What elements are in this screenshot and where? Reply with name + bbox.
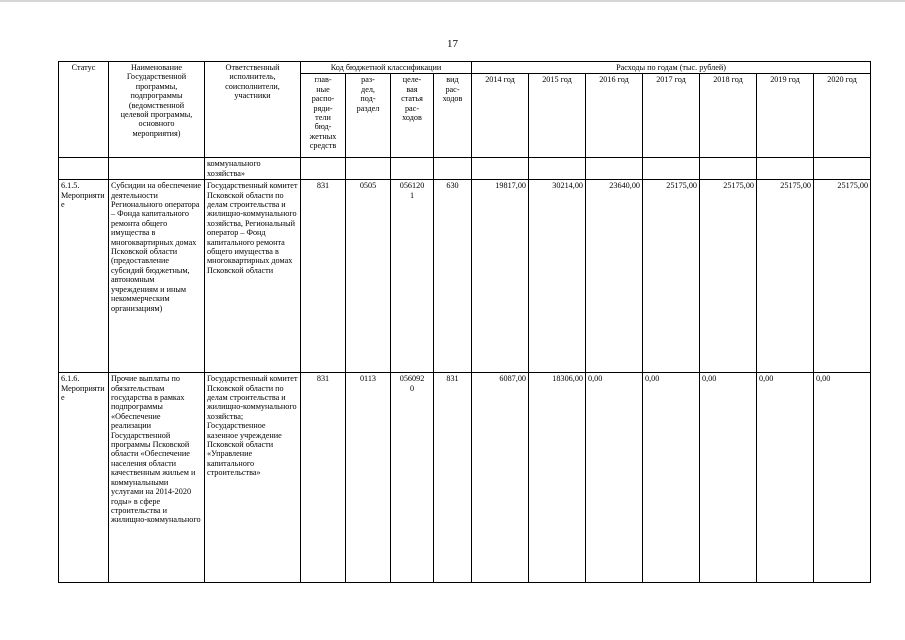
row-value: 30214,00 — [529, 180, 586, 373]
scan-edge — [0, 0, 905, 2]
row-value: 0,00 — [757, 373, 814, 583]
header-year: 2016 год — [586, 74, 643, 158]
header-rzpr: раз- дел, под- раздел — [346, 74, 391, 158]
header-row-1 — [59, 62, 871, 74]
row-value: 25175,00 — [814, 180, 871, 373]
header-grbs: глав- ные распо- ряди- тели бюд- жетных средств — [301, 74, 346, 158]
row-name: Субсидии на обеспечение деятельности Регионального оператора – Фонда капитального ремонта общего имущества в многоквартирных домах Псковской области (предоставление субсидий бюджетным, автономным учреждениям и иным некоммерческим организациям) — [109, 180, 205, 373]
header-year: 2018 год — [700, 74, 757, 158]
row-value: 0,00 — [586, 373, 643, 583]
row-value: 18306,00 — [529, 373, 586, 583]
header-year: 2019 год — [757, 74, 814, 158]
row-value: 23640,00 — [586, 180, 643, 373]
row-value: 25175,00 — [757, 180, 814, 373]
row-value: 0,00 — [814, 373, 871, 583]
header-year: 2020 год — [814, 74, 871, 158]
row-grbs: 831 — [301, 180, 346, 373]
header-name: Наименование Государственной программы, подпрограммы (ведомственной целевой программы, основного мероприятия) — [109, 62, 205, 158]
row-value: 25175,00 — [643, 180, 700, 373]
row-status: 6.1.5. Мероприятие — [59, 180, 109, 373]
row-rzpr: 0505 — [346, 180, 391, 373]
budget-table — [58, 61, 871, 583]
header-executor: Ответственный исполнитель, соисполнители, участники — [205, 62, 301, 158]
table-row — [59, 373, 871, 583]
row-vr: 831 — [434, 373, 472, 583]
row-value: 25175,00 — [700, 180, 757, 373]
row-executor: Государственный комитет Псковской области по делам строительства и жилищно-коммунального хозяйства, Региональный оператор – Фонд капитального ремонта общего имущества в многоквартирных домах Псковской области — [205, 180, 301, 373]
continuation-row — [59, 158, 871, 180]
header-expenses: Расходы по годам (тыс. рублей) — [472, 62, 871, 74]
header-year: 2015 год — [529, 74, 586, 158]
row-csr: 056092 0 — [391, 373, 434, 583]
header-status: Статус — [59, 62, 109, 158]
header-vr: вид рас- ходов — [434, 74, 472, 158]
row-status: 6.1.6. Мероприятие — [59, 373, 109, 583]
row-value: 0,00 — [700, 373, 757, 583]
row-value: 6087,00 — [472, 373, 529, 583]
row-value: 19817,00 — [472, 180, 529, 373]
row-executor: Государственный комитет Псковской области по делам строительства и жилищно-коммунального хозяйства; Государственное казенное учреждение Псковской области «Управление капитального строительства» — [205, 373, 301, 583]
row-vr: 630 — [434, 180, 472, 373]
table-row — [59, 180, 871, 373]
row-rzpr: 0113 — [346, 373, 391, 583]
header-year: 2017 год — [643, 74, 700, 158]
continuation-executor: коммунального хозяйства» — [205, 158, 301, 180]
page-number: 17 — [447, 38, 458, 50]
header-budget-class: Код бюджетной классификации — [301, 62, 472, 74]
row-grbs: 831 — [301, 373, 346, 583]
row-name: Прочие выплаты по обязательствам государства в рамках подпрограммы «Обеспечение реализации Государственной программы Псковской области «Обеспечение населения области качественным жильем и коммунальными услугами на 2014-2020 годы» в сфере строительства и жилищно-коммунального — [109, 373, 205, 583]
header-csr: целе- вая статья рас- ходов — [391, 74, 434, 158]
row-csr: 056120 1 — [391, 180, 434, 373]
row-value: 0,00 — [643, 373, 700, 583]
budget-table-container — [58, 61, 871, 583]
header-year: 2014 год — [472, 74, 529, 158]
